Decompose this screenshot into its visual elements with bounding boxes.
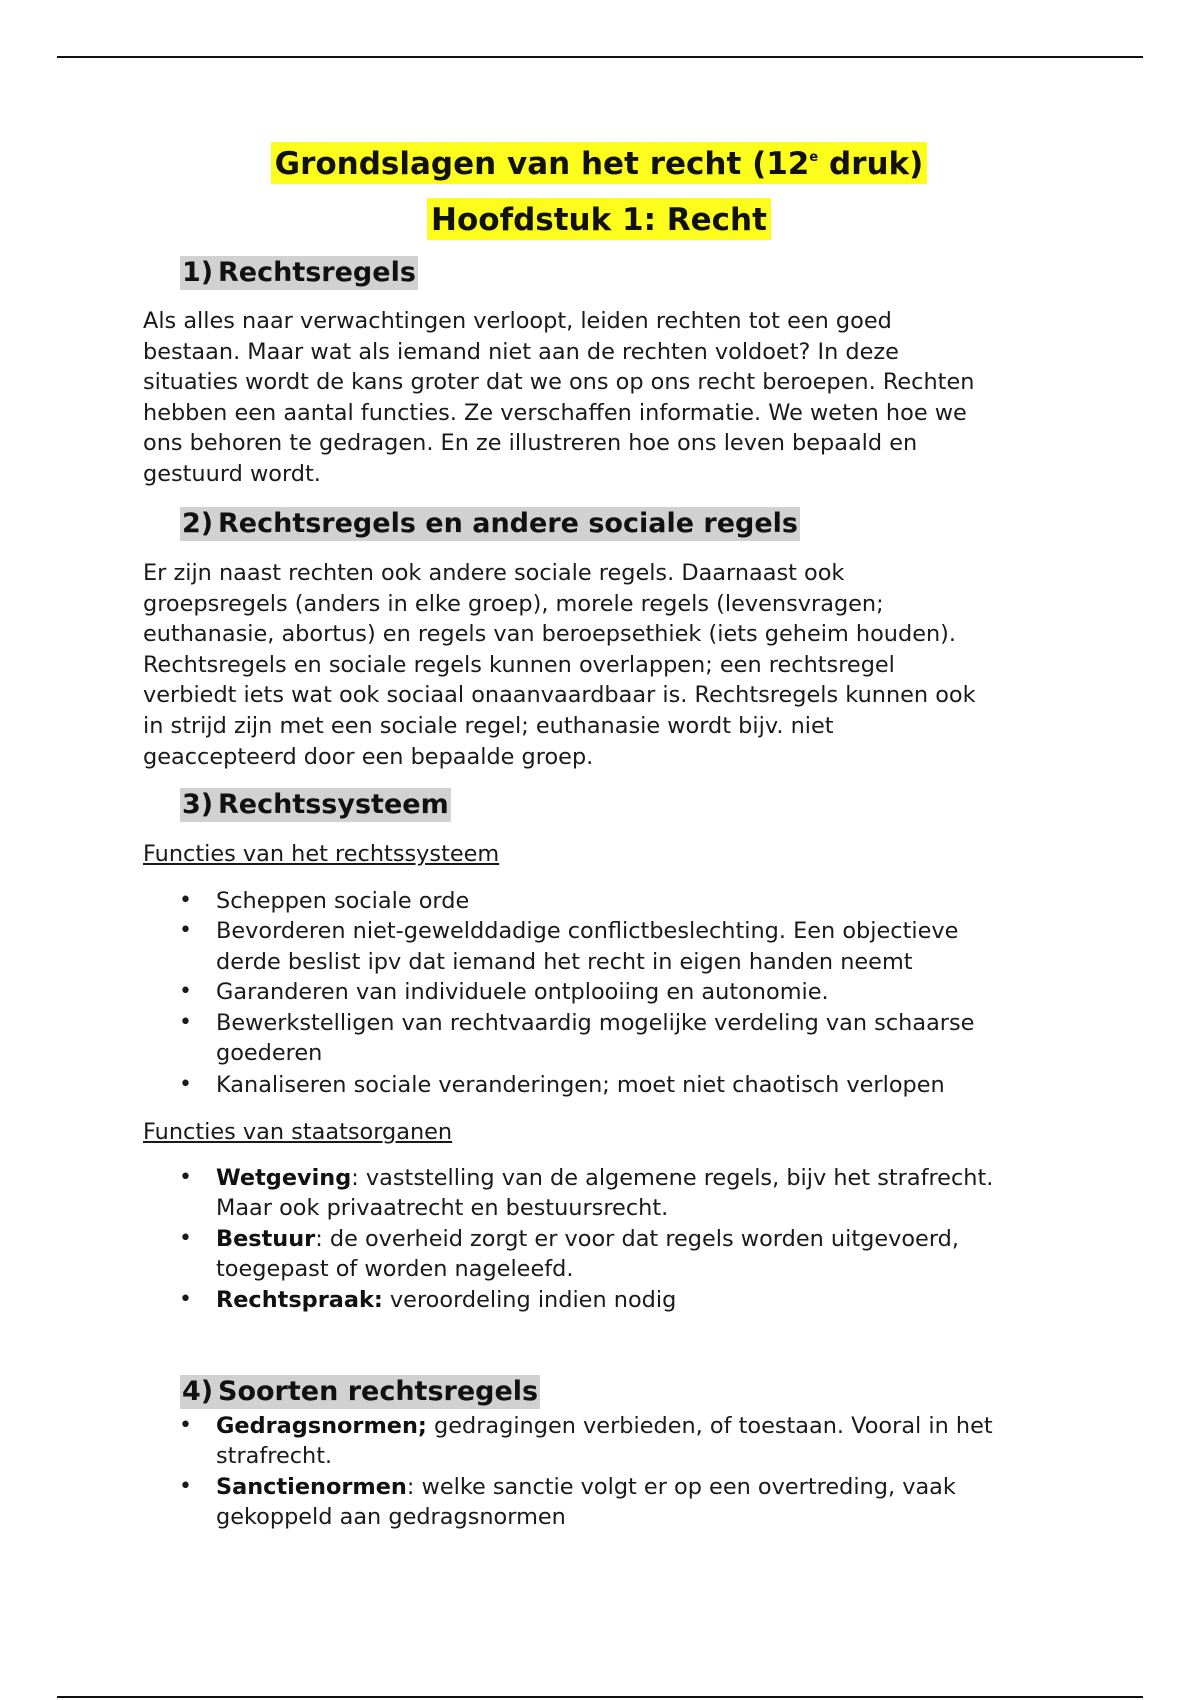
paragraph-line: Rechtsregels en sociale regels kunnen overlappen; een rechtsregel bbox=[143, 651, 895, 678]
bullet-icon: • bbox=[179, 1413, 192, 1438]
section-title: Rechtsregels en andere sociale regels bbox=[218, 508, 798, 539]
list-item-text: Bevorderen niet-gewelddadige conflictbeslechting. Een objectieve bbox=[216, 918, 959, 945]
section-title: Rechtsregels bbox=[218, 257, 416, 288]
paragraph-line: gestuurd wordt. bbox=[143, 460, 321, 487]
section-number: 4) bbox=[182, 1376, 214, 1407]
bullet-icon: • bbox=[179, 1473, 192, 1499]
paragraph-line: verbiedt iets wat ook sociaal onaanvaardbaar is. Rechtsregels kunnen ook bbox=[143, 682, 976, 709]
section-number: 3) bbox=[182, 789, 214, 820]
list-item-text: Scheppen sociale orde bbox=[216, 888, 470, 914]
title-text: Grondslagen van het recht (12 bbox=[274, 146, 810, 182]
list-item bbox=[143, 977, 1073, 1007]
list-item-text: : welke sanctie volgt er op een overtreding, vaak bbox=[406, 1473, 956, 1500]
paragraph-line: situaties wordt de kans groter dat we ons op ons recht beroepen. Rechten bbox=[143, 369, 975, 396]
paragraph-line: Als alles naar verwachtingen verloopt, leiden rechten tot een goed bbox=[143, 308, 892, 334]
list-item bbox=[143, 1008, 1073, 1069]
list-item bbox=[143, 1224, 1073, 1285]
list-item bbox=[143, 1472, 1073, 1533]
list-item-text: Bewerkstelligen van rechtvaardig mogelijke verdeling van schaarse bbox=[216, 1009, 975, 1036]
section-title: Rechtssysteem bbox=[218, 789, 449, 820]
list-item-text: veroordeling indien nodig bbox=[382, 1286, 677, 1313]
list-item bbox=[143, 916, 1073, 977]
paragraph-line: bestaan. Maar wat als iemand niet aan de rechten voldoet? In deze bbox=[143, 338, 899, 365]
chapter-title-text: Hoofdstuk 1: Recht bbox=[427, 198, 771, 240]
subheading-functies-staatsorganen: Functies van staatsorganen bbox=[143, 1119, 453, 1145]
section-title: Soorten rechtsregels bbox=[218, 1376, 539, 1407]
chapter-title bbox=[143, 198, 1055, 240]
soorten-rechtsregels-list bbox=[143, 1411, 1073, 1533]
list-item-text: Garanderen van individuele ontplooiing en autonomie. bbox=[216, 979, 829, 1006]
list-item-text: gedragingen verbieden, of toestaan. Vooral in het bbox=[426, 1413, 993, 1439]
section-heading-2 bbox=[180, 507, 800, 541]
bullet-icon: • bbox=[179, 1225, 192, 1251]
term: Sanctienormen bbox=[216, 1473, 407, 1500]
list-item-text: : vaststelling van de algemene regels, bijv het strafrecht. bbox=[351, 1165, 994, 1191]
bullet-icon: • bbox=[179, 1072, 192, 1098]
bottom-rule bbox=[57, 1696, 1143, 1698]
list-item-text: derde beslist ipv dat iemand het recht in eigen handen neemt bbox=[216, 948, 913, 975]
section-number: 1) bbox=[182, 257, 214, 288]
section-2-paragraph bbox=[143, 558, 1073, 772]
bullet-icon: • bbox=[179, 888, 192, 913]
section-1-paragraph bbox=[143, 306, 1073, 490]
term: Rechtspraak: bbox=[216, 1286, 383, 1313]
list-item-text: goederen bbox=[216, 1040, 323, 1067]
term: Gedragsnormen; bbox=[216, 1413, 427, 1439]
list-item bbox=[143, 1163, 1073, 1224]
term: Bestuur bbox=[216, 1225, 316, 1252]
section-heading-4 bbox=[180, 1375, 540, 1409]
paragraph-line: in strijd zijn met een sociale regel; euthanasie wordt bijv. niet bbox=[143, 712, 834, 739]
top-rule bbox=[57, 56, 1143, 58]
bullet-icon: • bbox=[179, 1165, 192, 1190]
bullet-icon: • bbox=[179, 979, 192, 1005]
paragraph-line: Er zijn naast rechten ook andere sociale regels. Daarnaast ook bbox=[143, 560, 845, 586]
section-heading-3 bbox=[180, 788, 451, 822]
title-text-end: druk) bbox=[818, 146, 924, 182]
paragraph-line: euthanasie, abortus) en regels van beroepsethiek (iets geheim houden). bbox=[143, 621, 957, 648]
bullet-icon: • bbox=[179, 1286, 192, 1312]
paragraph-line: hebben een aantal functies. Ze verschaffen informatie. We weten hoe we bbox=[143, 399, 967, 426]
bullet-icon: • bbox=[179, 918, 192, 944]
functies-rechtssysteem-list bbox=[143, 886, 1073, 1101]
list-item-text: toegepast of worden nageleefd. bbox=[216, 1256, 574, 1283]
document-title bbox=[143, 142, 1055, 184]
section-number: 2) bbox=[182, 508, 214, 539]
list-item-text: Kanaliseren sociale veranderingen; moet niet chaotisch verlopen bbox=[216, 1072, 945, 1099]
list-item-text: : de overheid zorgt er voor dat regels worden uitgevoerd, bbox=[315, 1225, 959, 1252]
section-heading-1 bbox=[180, 256, 418, 290]
list-item-text: Maar ook privaatrecht en bestuursrecht. bbox=[216, 1195, 669, 1222]
paragraph-line: groepsregels (anders in elke groep), morele regels (levensvragen; bbox=[143, 590, 884, 617]
paragraph-line: geaccepteerd door een bepaalde groep. bbox=[143, 743, 594, 770]
subheading-functies-rechtssysteem: Functies van het rechtssysteem bbox=[143, 841, 500, 867]
bullet-icon: • bbox=[179, 1009, 192, 1035]
term: Wetgeving bbox=[216, 1165, 352, 1191]
list-item bbox=[143, 1070, 1073, 1100]
list-item-text: strafrecht. bbox=[216, 1443, 333, 1470]
list-item bbox=[143, 1411, 1073, 1472]
functies-staatsorganen-list bbox=[143, 1163, 1073, 1315]
list-item bbox=[143, 1285, 1073, 1315]
paragraph-line: ons behoren te gedragen. En ze illustreren hoe ons leven bepaald en bbox=[143, 430, 918, 457]
list-item bbox=[143, 886, 1073, 916]
list-item-text: gekoppeld aan gedragsnormen bbox=[216, 1504, 566, 1531]
title-superscript: e bbox=[809, 150, 819, 165]
